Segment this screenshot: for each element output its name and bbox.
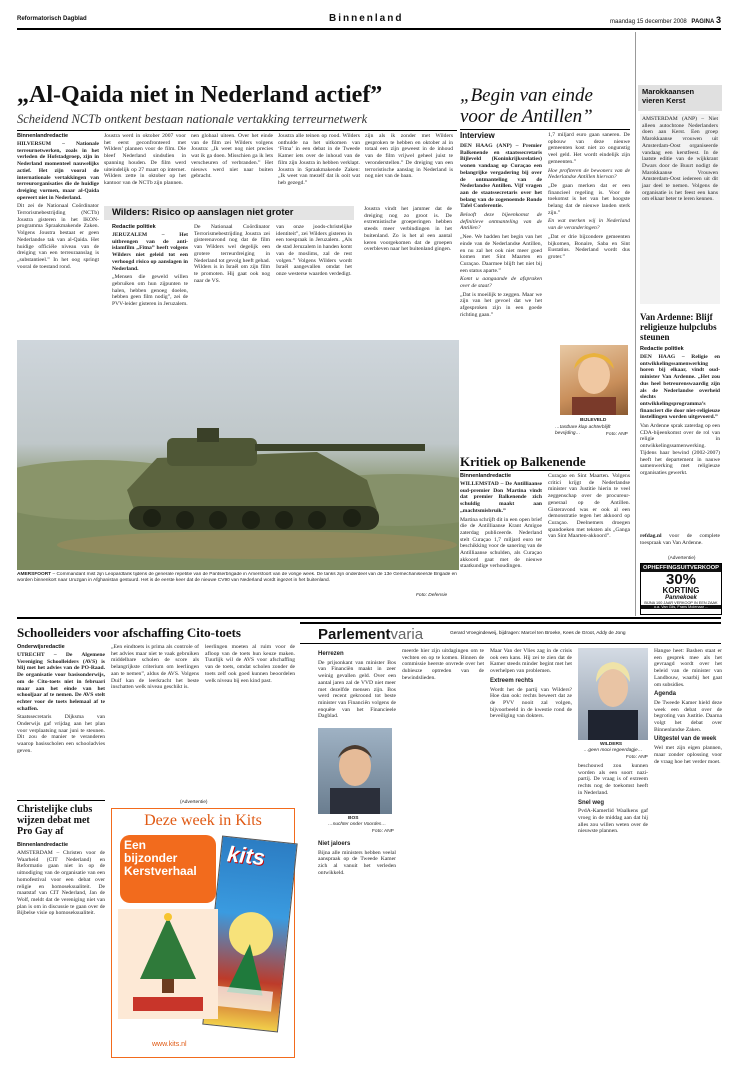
parlement-col-5-body: Hangse heet: Bashen staat er een gesprek mee als het gevraagd wordt over het beleid van de minister van Landbouw, waarbij het gaat om subsidies. — [654, 648, 722, 688]
sale-ad-brand: Pannekoek — [665, 595, 697, 601]
niet-jaloers-title: Niet jaloers — [318, 841, 351, 847]
interview-headline: „Begin van einde voor de Antillen” — [460, 85, 593, 127]
bijleveld-caption: …tastbare klap achterblijft bevrijding… — [555, 425, 611, 436]
christelijke-headline: Christelijke clubs wijzen debat met Pro Gay af — [17, 804, 93, 837]
interview-col-2a: 1,7 miljard euro gaan saneren. De opbouw van deze nieuwe gemeenten kost niet zo ongunstig veel geld. Het wordt eindelijk zijn gemeenten.” — [548, 132, 630, 165]
herrezen-title: Herrezen — [318, 651, 344, 657]
wilders-col-1b: „Mensen die geweld willen gebruiken om hun zijpunten te halen, hebben genoeg doelen, hebben geen film nodig”, zei de PVV-leider gisteren in Jeruzalem. — [112, 274, 188, 308]
page-date — [610, 15, 721, 25]
tank-credit: Foto: Defensie — [416, 593, 448, 598]
sale-ad-footer-2: o.a. Van Gils, Frans Molenaar ... — [641, 605, 721, 609]
bottom-section-rule — [17, 617, 721, 619]
parlement-col-2: meerde hier zijn uitdagingen om te vechten en op te komen. Binnen de commissie heerste onvrede over het dubieuze optreden van de bewindslieden. — [402, 648, 484, 681]
bijleveld-photo — [560, 345, 628, 415]
kritiek-byline: Binnenlandredactie — [460, 473, 512, 479]
main-byline: Binnenlandredactie — [17, 133, 69, 139]
main-col-1 — [17, 141, 99, 331]
bos-credit: Foto: ANP — [372, 829, 394, 834]
schoolleiders-col-3: leerlingen moeten al ruim voor de afloop van de toets hun keuze maken. Tuurlijk wil de AVS voor afschaffing van de toets, omdat scholen zonder de toets zelf ook goed kunnen beoordelen welk niveau bij een kind past. — [205, 644, 295, 684]
paper-name: Reformatorisch Dagblad — [17, 16, 87, 22]
snel-weg-title: Snel weg — [578, 799, 605, 806]
interview-a2: „Dat is moeilijk te zeggen. Maar we zijn van het gevoel dat we het afgesproken zijn in een goede richting gaan.” — [460, 291, 542, 318]
main-col-5: zijn als ik zonder met Wilders gesproken te hebben en oktober al in totaal een zijn geweest in de inhoud van de film vrijwel geheel juist te veronderstellen.” De dreiging van een terroristische aanslag in Nederland is nog niet van de baan. — [365, 133, 453, 180]
parlement-col-5 — [654, 648, 722, 1056]
wilders-title-bar — [104, 206, 354, 220]
wilders-photo-caption: …geen mooi regeerdagje… — [583, 748, 643, 753]
uitgestel-title: Uitgestel van de week — [654, 736, 717, 743]
kits-url[interactable]: www.kits.nl — [152, 1041, 187, 1048]
interview-col-2-a2: „Dat er drie bijzondere gemeenten bijkomen, Bonaire, Saba en Sint Eustatius. Nederland wordt dus groter.” — [548, 233, 630, 260]
kits-scene — [118, 909, 218, 1019]
wilders-byline: Redactie politiek — [112, 224, 156, 230]
schoolleiders-lead: UTRECHT – De Algemene Vereniging Schoolleiders (AVS) is blij met het advies van de PO-Raad. De organisatie voor basisonderwijs, om de Cito-toets niet in februari maar aan het einde van het schooljaar af te nemen. De AVS stelt echter voor de toets helemaal af te schaffen. — [17, 652, 105, 712]
tank-photo — [17, 340, 459, 570]
schoolleiders-headline: Schoolleiders voor afschaffing Cito-toets — [17, 625, 241, 640]
section-name: Binnenland — [329, 13, 404, 24]
tank-caption — [17, 572, 459, 600]
marokkanen-body: AMSTERDAM (ANP) – Niet alleen autochtone Nederlanders doen aan Kerst. Een groep Marokkaanse vrouwen uit Amsterdam-Oost organiseerde vandaag een kerstfeest. In de laatste editie van de wijkkrant Dwars door de Buurt nodigt de Marokkaanse Vrouwen Amsterdam-Oost iedereen uit dit jaar deel te nemen. Volgens de organisatie is het feest een kans om elkaar beter te leren kennen. — [640, 114, 720, 304]
ad-label: (Advertentie) — [668, 556, 696, 561]
kits-cover-illustration — [205, 870, 295, 1017]
schoolleiders-byline: Onderwijsredactie — [17, 644, 65, 650]
interview-col-2-q: Hoe profiteren de bewoners van de Nederlandse Antillen hiervan? — [548, 167, 630, 181]
parlement-header — [300, 622, 721, 644]
kritiek-lead: WILLEMSTAD – De Antilliaanse oud-premier Don Martina vindt dat premier Balkenende zich schuldig maakt aan „machtsmisbruik.” — [460, 481, 542, 514]
kits-ad-line-1: Een — [124, 838, 147, 852]
sale-ad-footer: BIJNA 100 JAAR VERKOOP IN EEN ZAAK — [644, 601, 718, 605]
interview-col-2-a: „De gaan merken dat er een financieel regeling is. Voor de toekomst is het van het hoogste belang dat de nieuwe landen sterk zijn.” — [548, 182, 630, 216]
sale-ad[interactable] — [640, 563, 722, 615]
interview-col-2-q2: En wat merken wij in Nederland van de veranderingen? — [548, 218, 630, 232]
uitgestel-body: Wel met zijn eigen plannen, maar zonder oplossing voor de vraag hoe het verder moet. — [654, 745, 722, 765]
main-headline: „Al-Qaida niet in Nederland actief” — [17, 82, 383, 108]
wilders-portrait — [578, 648, 648, 740]
marokkanen-headline: Marokkaansen vieren Kerst — [642, 87, 695, 105]
wilders-col-2: De Nationaal Coördinator Terrorismebestrijding Joustra zei gisterenavond nog dat de film van Wilders wel degelijk een grotere terreurdreiging in Nederland tot gevolg heeft gehad. Wilders is in Israël om zijn film te promoten. Hij gaat ook nog naar de VS. — [194, 224, 270, 284]
extreem-body: Wordt het de partij van Wilders? Hoe dan ook: rechts beweert dat ze de PVV nooit zal volgen, bijvoorbeeld in de kwestie rond de beveiliging van dokters. — [490, 686, 572, 720]
christelijke-byline: Binnenlandredactie — [17, 842, 69, 848]
kritiek-col-1b: Martina schrijft dit in een open brief die de Antilliaanse Krant Amigoe zaterdag publiceerde. Nederland stelt Curaçao 1,7 miljard euro ter beschikking voor de sanering van de Antilliaanse schulden, als Curaçao akkoord gaat met de nieuwe staatkundige verhoudingen. — [460, 516, 542, 570]
date-text: maandag 15 december 2008 — [610, 19, 687, 25]
bijleveld-name: BIJLEVELD — [580, 418, 607, 423]
kits-ad-line-3: Kerstverhaal — [124, 864, 197, 878]
christelijke-rule — [17, 800, 105, 801]
main-col-4: Joustra alle teinen op rood. Wilders onthulde na het uitkomen van ‘Fitna’ in een debat in de Tweede Kamer iets over de inhoud van de film zijn Joustra in hebben verklapt. Joustra in Spraakmakende Zaken: „Ik weet van mezelf dat ik ooit wat heb gezegd.” — [278, 133, 360, 186]
main-col-2: Joustra werd in oktober 2007 voor het eerst geconfronteerd met Wilders’ plannen voor de film. Die bleef Nederland sindsdien in spanning houden. De film werd uiteindelijk op 27 maart op internet. Wilders zette in oktober op het kantoor van de NCTb zijn plannen. — [104, 133, 186, 186]
main-lead: HILVERSUM – Nationale terreurnetwerken, zoals in het verleden de Hofstadgroep, zijn in Nederland momenteel nauwelijks actief. Het zijn vooral de internationale vertakkingen van terreurorganisaties die de huidige dreiging vormen, maar al-Qaida opereert niet in Nederland. — [17, 141, 99, 201]
ardenne-body — [640, 354, 720, 532]
interview-a1: „Nee. We hadden het begin van het einde van de Nederlandse Antillen, en nu zal het ook niet meer goed komen met Sint Maarten en Curaçao. Daarmee blijft het niet bij een status aparte.” — [460, 234, 542, 274]
right-column-divider — [635, 32, 636, 616]
schoolleiders-col-1b: Staatssecretaris Dijksma van Onderwijs gaf vrijdag aan het plan voor verplaatsing naar juni te steunen. Dit zou de manier te veranderen waarop basisscholen een schooladvies geven. — [17, 714, 105, 754]
main-subheadline: Scheidend NCTb ontkent bestaan nationale vertakking terreurnetwerk — [17, 112, 368, 126]
parlement-label — [318, 626, 423, 643]
interview-col-1 — [460, 143, 542, 439]
ardenne-lead: DEN HAAG – Religie en ontwikkelingssamenwerking horen bij elkaar, vindt oud-minister Van Ardenne. „Het zou dus heel betreurenswaardig zijn als de Nederlandse overheid slechts ontwikkelingsprogramma’s financiert die door niet-religieuze instellingen worden uitgevoerd.” — [640, 354, 720, 421]
parlement-label-part-2: varia — [390, 626, 424, 643]
tank-caption-tag: AMERSFOORT — [17, 572, 52, 577]
wilders-col-4: Joustra vindt het jammer dat de dreiging nog zo groot is. De extremistische groeperingen hebben steeds meer verbindingen in het buitenland. Zo is het al een aantal keren voorgekomen dat de groepen overbleven naar het buitenland gingen. — [364, 206, 452, 253]
wilders-box — [104, 206, 456, 336]
schoolleiders-col-2: „Een eindtoets is prima als controle of het advies maar niet te vaak gebruiken middelbare scholen de score als belangrijkste criterium om leerlingen aan te nemen”, aldus de AVS. Volgens Duif kan de leerkracht het beste inschatten welk niveau geschikt is. — [111, 644, 199, 691]
page-number: 3 — [715, 15, 721, 25]
bos-portrait — [318, 728, 392, 814]
parlement-col-1 — [318, 648, 396, 723]
kits-logo: kits — [225, 841, 267, 871]
interview-q2: Komt u aangaande de afspraken over de staat? — [460, 276, 542, 290]
ardenne-byline: Redactie politiek — [640, 346, 684, 352]
masthead — [17, 12, 721, 26]
kits-ad-title: Deze week in Kits — [144, 812, 262, 829]
extreem-title: Extreem rechts — [490, 677, 534, 684]
parlement-col-4 — [578, 763, 648, 1056]
wilders-title: Wilders: Risico op aanslagen niet groter — [112, 207, 294, 218]
sale-ad-percent: 30% — [665, 571, 697, 588]
wilders-lead: JERUZALEM – Het uitbrengen van de anti-islamfilm „Fitna” heeft volgens Wilders niet geleid tot een verhoogd risico op aanslagen in Nederland. — [112, 232, 188, 272]
kritiek-headline: Kritiek op Balkenende — [460, 454, 586, 469]
main-col-1b: Dit zei de Nationaal Coördinator Terrorismebestrijding (NCTb) Joustra gisteren in het IKON-programma Spraakmakende Zaken. Volgens Joustra bestaat er geen Nederlandse tak van al-Qaida. Het huidige officiële niveau van de dreiging van een terreuraanslag is „substantieel.” In het oog springt vooral de toestand rond. — [17, 203, 99, 270]
bijleveld-credit: Foto: ANP — [606, 432, 628, 437]
wilders-photo-credit: Foto: ANP — [626, 755, 648, 760]
kritiek-col-2: Curaçao en Sint Maarten. Volgens critici krijgt de Nederlandse minister van Justitie hierin te veel zeggenschap over de procureur-generaal op de Antillen. Gisteravond was er ook al een demonstratie tegen het akkoord op Curaçao. Deelnemers droegen spandoeken met teksten als „Ganga van Sint Maarten-akkoord”. — [548, 473, 630, 540]
ardenne-link — [640, 533, 720, 549]
niet-jaloers-body: Bijna alle ministers hebben veelal aanspraak op de Tweede Kamer zich al vanuit het verleden ontwikkeld. — [318, 849, 396, 876]
parlement-col-3-body: Maar Van der Vlies zag in de crisis ook een kans. Hij zei te zien dat de Kamer steeds minder begint met het overhelpen van problemen. — [490, 648, 572, 675]
kritiek-col-1 — [460, 481, 542, 601]
ardenne-headline: Van Ardenne: Blijf religieuze hulpclubs steunen — [640, 312, 717, 342]
interview-q1: Belooft deze bijeenkomst de definitieve ontmanteling van de Antillen? — [460, 212, 542, 232]
masthead-rule — [17, 28, 721, 30]
tank-caption-text: – Commandant mist zijn Leopardtank tijdens de generale repetitie van de Pantserbrigade in Amersfoort van de vorige week. De tanks zijn onderdeel van de 13e Gemechaniseerde Brigade en worden binnenkort naar Uruzgan in Afghanistan gestuurd. Het is de eerste keer dat de nieuwe CV90 van Nederland wordt ingezet in het buitenland. — [17, 572, 457, 583]
bos-name: BOS — [348, 816, 359, 821]
kritiek-rule — [460, 470, 630, 471]
bos-photo — [318, 728, 392, 814]
bos-caption: …nuchter onder Voordes… — [327, 822, 387, 827]
tank-illustration — [17, 340, 459, 570]
snel-weg-body: PvdA-Kamerlid Waalkens gaf vroeg in de middag aan dat hij alles zou willen weten over de nieuwste plannen. — [578, 808, 648, 835]
parlement-authors: Gerard Vroegindeweij, bijdragen: Marcel ten Broeke, Kees de Groot, Addy de Jong — [450, 631, 626, 636]
herrezen-body: De prijsonkant van minister Bos van Financiën maakt in zeer weinig gevallen geld. Over een aantal jaren zal de VVD niet meer met dezelfde mensen zijn. Bos werd recent gekroond tot beste minister van Financiën volgens de enquête van het Financieele Dagblad. — [318, 659, 396, 720]
wilders-photo-name: WILDERS — [600, 742, 623, 747]
sale-ad-korting: KORTING — [662, 586, 700, 595]
main-rule — [17, 130, 457, 131]
page-label: PAGINA — [691, 19, 715, 25]
parlement-col-3 — [490, 648, 572, 1056]
parlement-col-1b — [318, 838, 396, 1056]
parlement-col-4-body: beschouwd zou kunnen worden als een soort nazi-partij. De vraag is of extreem rechts nog de toekomst heeft in Nederland. — [578, 763, 648, 796]
interview-rule — [460, 129, 630, 130]
ardenne-link-label[interactable]: refdag.nl — [640, 533, 662, 539]
agenda-title: Agenda — [654, 691, 677, 698]
wilders-photo — [578, 648, 648, 740]
christelijke-body: AMSTERDAM – Christen voor de Waarheid (CIT Nederland) en Reformatio gaan niet in op de uitnodiging van de organisatie van een homofestival voor een debat over religie en homoseksualiteit. De maatstaf van CIT Nederland, Jan de Wolf, meldt dat de vereniging niet van plan is om in discussie te gaan over de Bijbelse visie op homoseksualiteit. — [17, 850, 105, 917]
kits-ad-bubble — [120, 835, 216, 903]
ardenne-body-2: Van Ardenne sprak zaterdag op een CDA-bijeenkomst over de rol van religie in ontwikkelingssamenwerking. Tijdens haar bewind (2002-2007) heeft het departement in nauwe samenwerking met religieuze organisaties gewerkt. — [640, 423, 720, 476]
wilders-col-1 — [112, 232, 188, 332]
agenda-body: De Tweede Kamer hield deze week een debat over de begroting van Justitie. Daarna volgt het debat over Binnenlandse Zaken. — [654, 699, 722, 733]
sale-ad-title: OPHEFFINGSUITVERKOOP — [642, 565, 719, 571]
schoolleiders-col-1 — [17, 652, 105, 797]
marokkanen-header — [638, 85, 722, 111]
interview-lead: DEN HAAG (ANP) – Premier Balkenende en staatssecretaris Bijleveld (Koninkrijksrelaties) wonen vandaag op Curaçao een belangrijke vergadering bij over de ontmanteling van de Nederlandse Antillen. Vijf vragen aan de staatssecretaris over het belang van de zogenoemde Ronde Tafel Conferentie. — [460, 143, 542, 210]
kits-ad-line-2: bijzonder — [124, 851, 178, 865]
parlement-label-part-1: Parlement — [318, 626, 391, 643]
wilders-col-3: van onze joods-christelijke identiteit”, zei Wilders gisteren in een toespraak in Jeruzalem. „Als de stad Jeruzalem in handen komt van de moslims, zal de rest volgen.” Volgens Wilders wordt Israël aangevallen omdat het onze westerse waarden verdedigt. — [276, 224, 352, 277]
main-col-3: nen globaal uiteen. Over het einde van de film zei Wilders volgens Joustra: „Ik weet nog niet precies wat ik ga doen. Misschien ga ik lets verscheuren of verbranden.” Het nieuws werd niet naar buiten gebracht. — [191, 133, 273, 180]
ardenne-link-text: voor de complete toespraak van Van Ardenne. — [640, 533, 720, 546]
interview-label: Interview — [460, 131, 495, 140]
kits-ad[interactable] — [111, 808, 295, 1058]
kits-ad-label: (Advertentie) — [180, 800, 208, 805]
interview-col-2 — [548, 132, 630, 340]
bijleveld-portrait — [560, 345, 628, 415]
